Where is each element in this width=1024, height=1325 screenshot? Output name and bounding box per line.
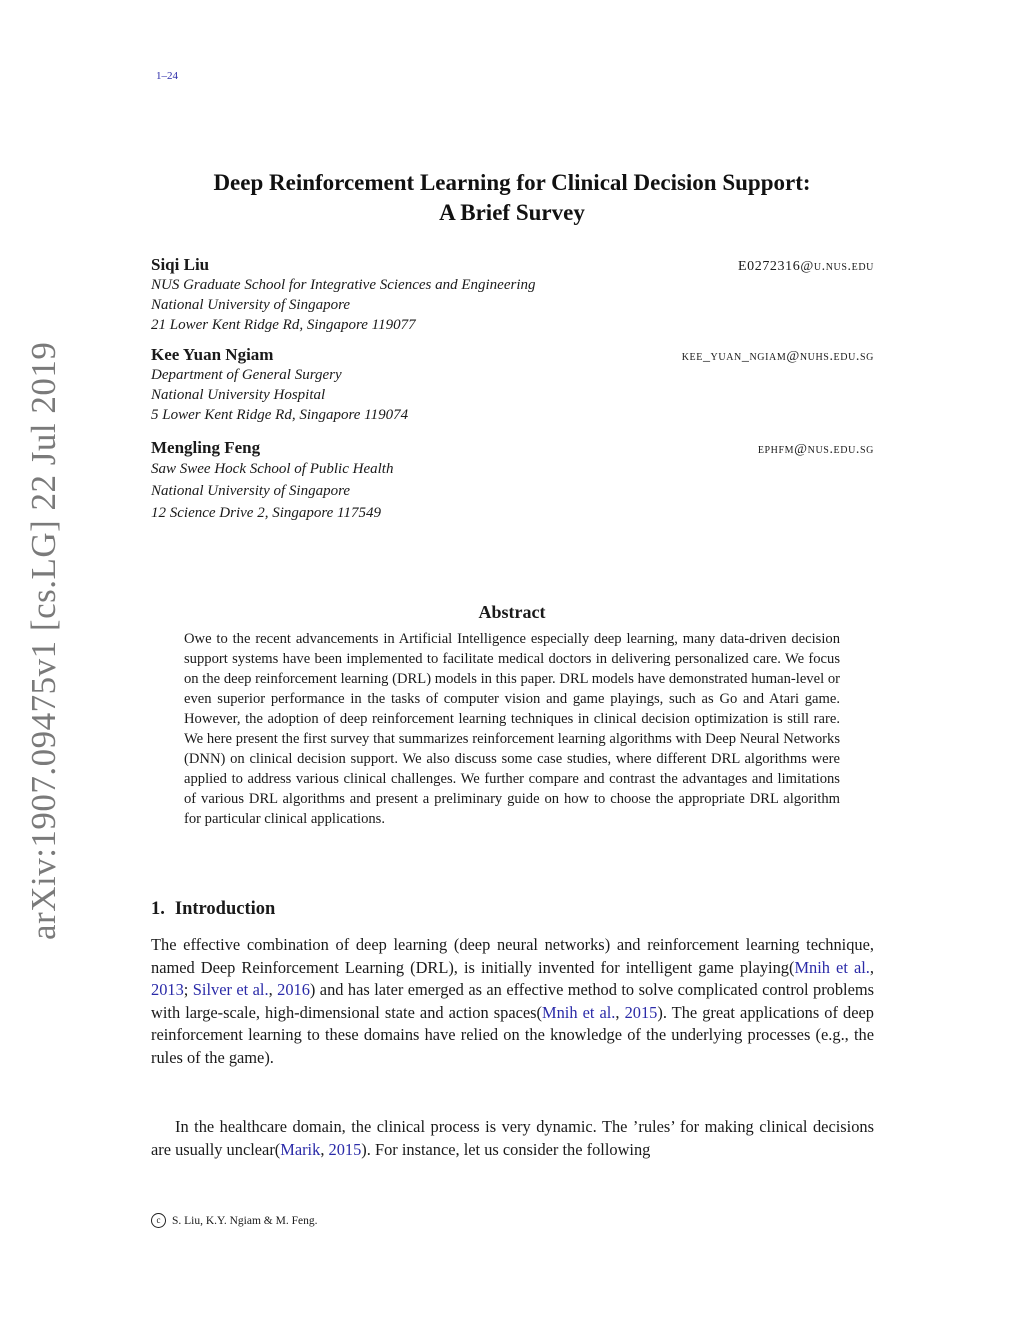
author-block-2 — [151, 345, 874, 425]
affiliation-line: 21 Lower Kent Ridge Rd, Singapore 119077 — [151, 317, 416, 333]
author-name: Kee Yuan Ngiam — [151, 345, 274, 364]
text-run: The effective combination of deep learning (deep neural networks) and reinforcement learning technique, named Deep Reinforcement Learning (DRL), is initially invented for intelligent game playing( — [151, 935, 874, 977]
text-run: , — [320, 1139, 329, 1159]
paper-title — [150, 168, 874, 228]
text-run: ). The great applications of deep reinforcement learning to these domains have relied on the knowledge of the underlying processes (e.g., the rules of the game). — [151, 1002, 874, 1067]
affiliation-line: National University of Singapore — [151, 483, 351, 499]
author-block-3 — [151, 438, 874, 524]
citation-link[interactable]: 2015 — [328, 1139, 362, 1159]
arxiv-stamp: arXiv:1907.09475v1 [cs.LG] 22 Jul 2019 — [24, 341, 63, 940]
copyright-footer — [151, 1213, 317, 1228]
author-email[interactable]: E0272316@u.nus.edu — [737, 259, 874, 274]
citation-link[interactable]: 2016 — [277, 980, 310, 1000]
title-line-1: Deep Reinforcement Learning for Clinical Decision Support: — [213, 170, 811, 195]
citation-link[interactable]: Marik — [280, 1139, 321, 1159]
abstract-heading: Abstract — [478, 602, 546, 622]
title-line-2: A Brief Survey — [439, 200, 585, 225]
author-block-1 — [151, 255, 874, 335]
citation-link[interactable]: Mnih et al. — [794, 957, 870, 977]
text-run: , — [869, 957, 874, 977]
copyright-text: S. Liu, K.Y. Ngiam & M. Feng. — [172, 1214, 318, 1227]
abstract-text: Owe to the recent advancements in Artificial Intelligence especially deep learning, many data-driven decision support systems have been implemented to facilitate medical doctors in delivering personalized care. We focus on the deep reinforcement learning (DRL) models in this paper. DRL models have demonstrated human-level or even superior performance in the tasks of computer vision and game playings, such as Go and Atari game. However, the adoption of deep reinforcement learning techniques in clinical decision optimization is still rare. We here present the first survey that summarizes reinforcement learning algorithms with Deep Neural Networks (DNN) on clinical decision support. We also discuss some case studies, where different DRL algorithms were applied to address various clinical challenges. We further compare and contrast the advantages and limitations of various DRL algorithms and present a preliminary guide on how to choose the appropriate DRL algorithm for particular clinical applications. — [184, 631, 840, 827]
affiliation-line: Saw Swee Hock School of Public Health — [151, 461, 394, 477]
citation-link[interactable]: 2013 — [151, 980, 184, 1000]
text-run: , — [615, 1002, 625, 1022]
page-number: 1–24 — [156, 70, 178, 82]
text-run: ). For instance, let us consider the following — [361, 1139, 651, 1159]
intro-paragraph-2 — [151, 1116, 874, 1161]
citation-link[interactable]: Silver et al. — [192, 980, 269, 1000]
author-name: Mengling Feng — [151, 438, 261, 457]
author-email[interactable]: ephfm@nus.edu.sg — [757, 442, 874, 457]
affiliation-line: 12 Science Drive 2, Singapore 117549 — [151, 505, 381, 521]
citation-link[interactable]: Mnih et al. — [542, 1002, 616, 1022]
text-run: ; — [183, 980, 193, 1000]
section-title: Introduction — [174, 899, 276, 919]
affiliation-line: 5 Lower Kent Ridge Rd, Singapore 119074 — [151, 407, 409, 423]
section-number: 1. — [151, 899, 165, 919]
author-email[interactable]: kee_yuan_ngiam@nuhs.edu.sg — [681, 349, 874, 364]
text-run: In the healthcare domain, the clinical process is very dynamic. The ’rules’ for making clinical decisions are usually unclear( — [151, 1117, 874, 1159]
affiliation-line: NUS Graduate School for Integrative Sciences and Engineering — [151, 277, 536, 293]
copyright-icon: c — [151, 1213, 166, 1228]
text-run: ) and has later emerged as an effective method to solve complicated control problems with large-scale, high-dimensional state and action spaces( — [151, 980, 875, 1022]
author-name: Siqi Liu — [151, 255, 210, 274]
text-run: , — [268, 980, 278, 1000]
affiliation-line: Department of General Surgery — [151, 367, 342, 383]
affiliation-line: National University Hospital — [151, 387, 326, 403]
affiliation-line: National University of Singapore — [151, 297, 351, 313]
citation-link[interactable]: 2015 — [624, 1002, 658, 1022]
intro-paragraph-1 — [151, 934, 874, 1070]
section-heading — [151, 899, 275, 920]
